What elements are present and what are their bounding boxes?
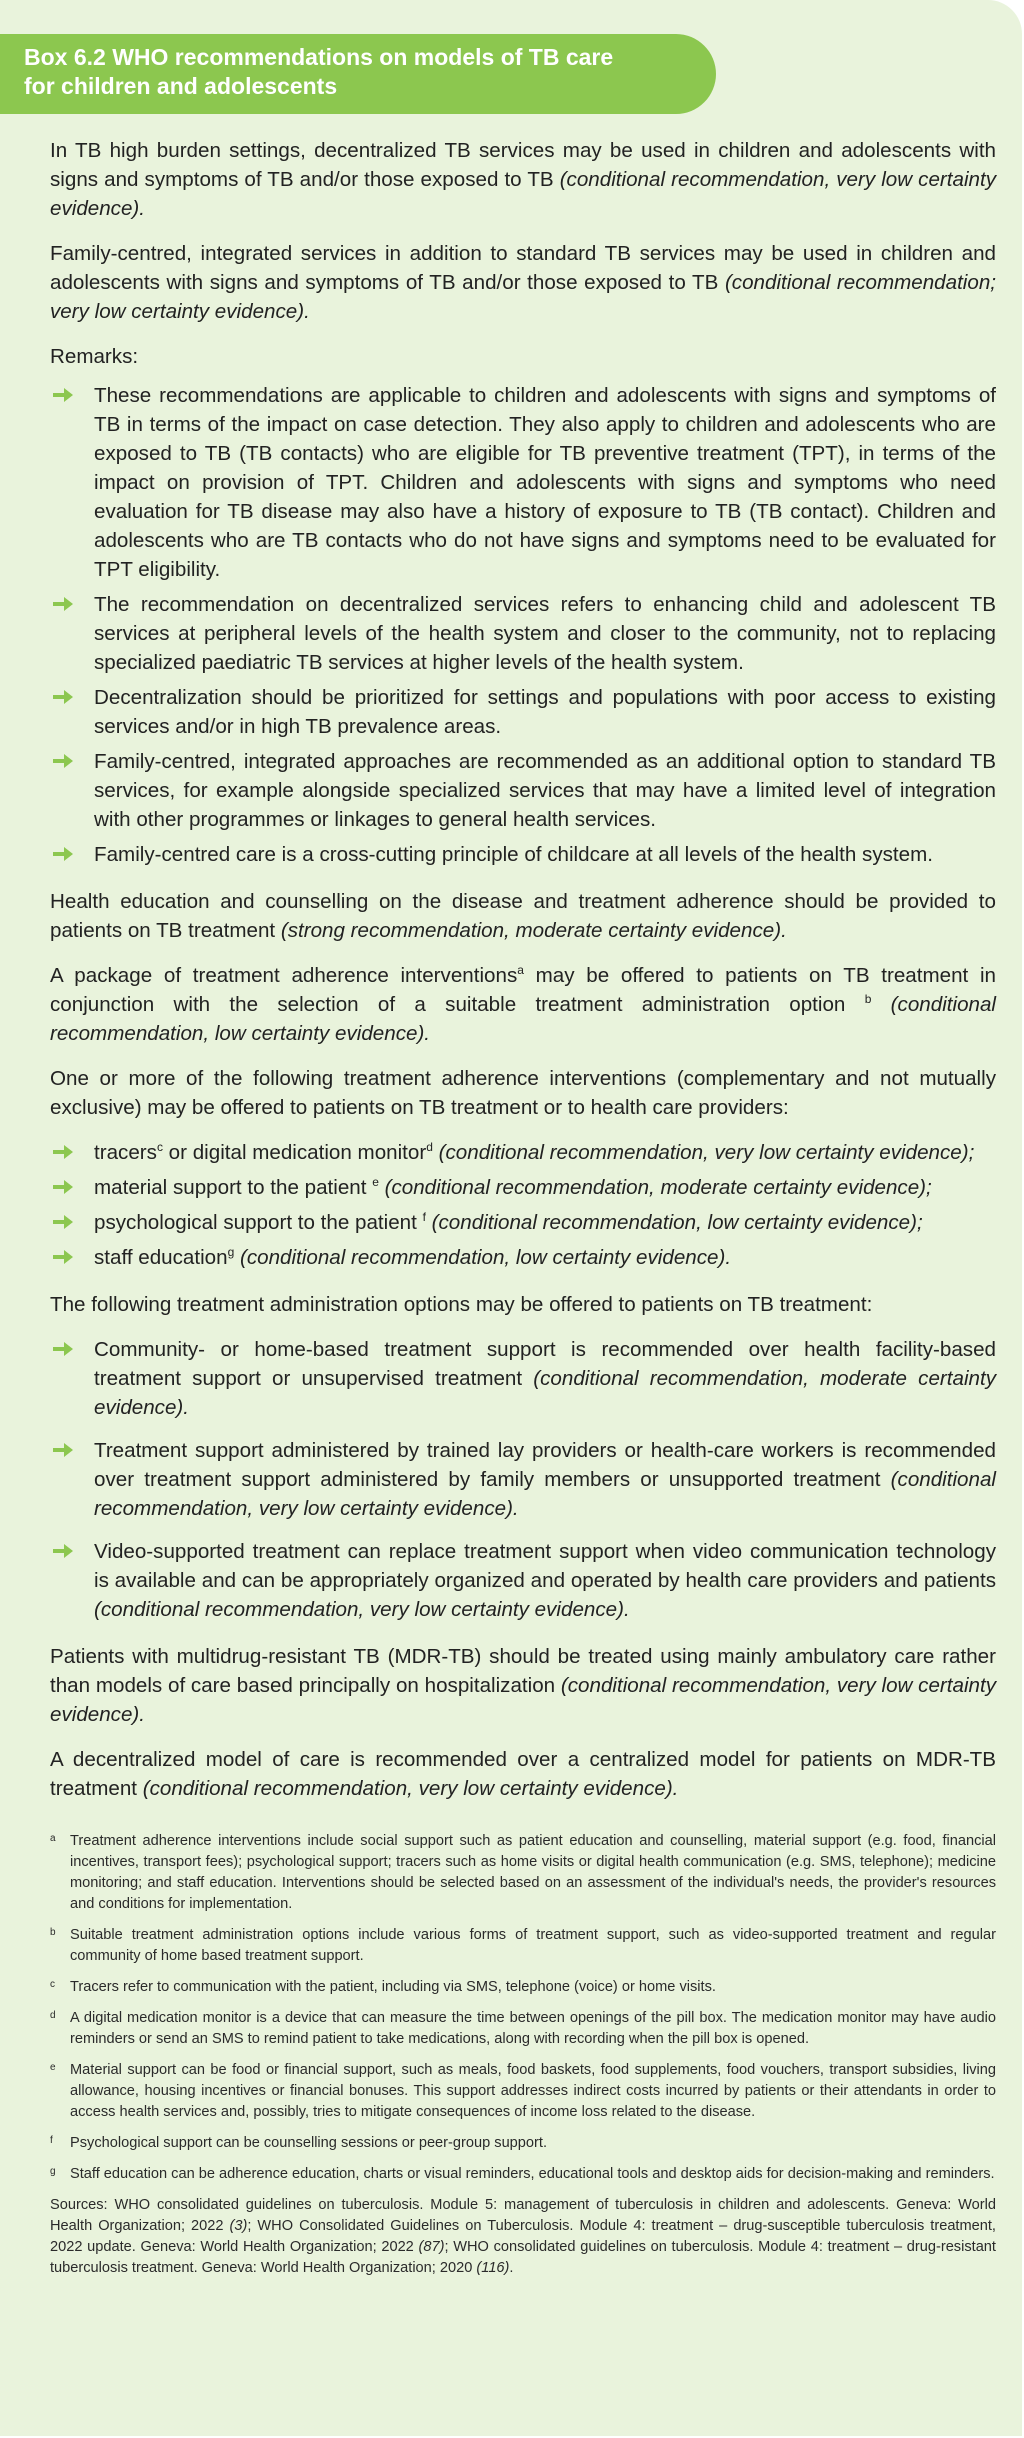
footnote-ref: b: [864, 992, 872, 1007]
evidence-qualifier: (conditional recommendation, very low certainty evidence).: [50, 1674, 996, 1726]
footnote: c Tracers refer to communication with the patient, including via SMS, telephone (voice) or home visits.: [50, 1977, 996, 1998]
remarks-list: [50, 381, 996, 869]
arrow-right-icon: [52, 1440, 74, 1460]
reference-number: (87): [418, 2239, 445, 2255]
list-item: Family-centred care is a cross-cutting principle of childcare at all levels of the health system.: [50, 840, 996, 869]
recommendation-family-centred: Family-centred, integrated services in addition to standard TB services may be used in children and adolescents with signs and symptoms of TB and/or those exposed to TB (conditional recommendation; very low certainty evidence).: [50, 242, 996, 323]
box-title: [0, 34, 716, 114]
list-item: Treatment support administered by trained lay providers or health-care workers is recommended over treatment support administered by family members or unsupported treatment (conditional recommendation, very low certainty evidence).: [50, 1436, 996, 1523]
reference-number: (116): [476, 2260, 510, 2276]
arrow-right-icon: [52, 1541, 74, 1561]
evidence-qualifier: (conditional recommendation, very low certainty evidence);: [432, 1141, 975, 1164]
list-item: The recommendation on decentralized services refers to enhancing child and adolescent TB services at peripheral levels of the health system and closer to the community, not to replacing specialized paediatric TB services at higher levels of the health system.: [50, 590, 996, 677]
list-item: These recommendations are applicable to children and adolescents with signs and symptoms of TB in terms of the impact on case detection. They also apply to children and adolescents who are exposed to TB (TB contacts) who are eligible for TB preventive treatment (TPT), in terms of the impact on provision of TPT. Children and adolescents with signs and symptoms who need evaluation for TB disease may also have a history of exposure to TB (TB contact). Children and adolescents who are TB contacts who do not have signs and symptoms need to be evaluated for TPT eligibility.: [50, 381, 996, 584]
evidence-qualifier: (conditional recommendation, low certainty evidence).: [234, 1246, 732, 1269]
evidence-qualifier: (conditional recommendation, low certainty evidence).: [50, 993, 997, 1045]
footnote-ref: e: [372, 1175, 379, 1190]
footnote-ref: d: [426, 1140, 433, 1155]
footnote-ref: g: [227, 1245, 235, 1260]
arrow-right-icon: [52, 751, 74, 771]
evidence-qualifier: (conditional recommendation, very low certainty evidence).: [50, 168, 996, 220]
footnote-mark: f: [50, 2135, 53, 2146]
box-title-line-1: Box 6.2 WHO recommendations on models of TB care: [24, 44, 614, 70]
arrow-right-icon: [52, 687, 74, 707]
arrow-right-icon: [52, 844, 74, 864]
footnote-mark: b: [50, 1927, 56, 1938]
arrow-right-icon: [52, 1247, 74, 1267]
list-item: tracers$^c$ or digital medication monitor$^d$ (conditional recommendation, very low certainty evidence);: [50, 1138, 996, 1167]
evidence-qualifier: (conditional recommendation, very low certainty evidence).: [94, 1598, 630, 1621]
adherence-interventions-list: [50, 1138, 996, 1272]
recommendation-adherence-package: A package of treatment adherence interventions$^a$ may be offered to patients on TB treatment in conjunction with the selection of a suitable treatment administration option $^b$ (conditional recommendation, low certainty evidence).: [50, 963, 997, 1045]
evidence-qualifier: (conditional recommendation, moderate certainty evidence);: [378, 1176, 932, 1199]
arrow-right-icon: [52, 1177, 74, 1197]
evidence-qualifier: (conditional recommendation, very low certainty evidence).: [142, 1777, 679, 1800]
admin-options-list: [50, 1335, 996, 1624]
list-item: material support to the patient $^e$ (conditional recommendation, moderate certainty evidence);: [50, 1173, 996, 1202]
evidence-qualifier: (conditional recommendation, very low certainty evidence).: [94, 1468, 996, 1520]
footnote: f Psychological support can be counselling sessions or peer-group support.: [50, 2133, 996, 2154]
list-item: Video-supported treatment can replace treatment support when video communication technology is available and can be appropriately organized and operated by health care providers and patients (conditional recommendation, very low certainty evidence).: [50, 1537, 996, 1624]
adherence-intro: One or more of the following treatment adherence interventions (complementary and not mutually exclusive) may be offered to patients on TB treatment or to health care providers:: [50, 1067, 996, 1119]
footnotes: [50, 1831, 996, 2279]
evidence-qualifier: (conditional recommendation; very low certainty evidence).: [50, 271, 996, 323]
arrow-right-icon: [52, 1212, 74, 1232]
recommendation-health-education: Health education and counselling on the disease and treatment adherence should be provided to patients on TB treatment (strong recommendation, moderate certainty evidence).: [50, 890, 996, 942]
arrow-right-icon: [52, 385, 74, 405]
footnote: g Staff education can be adherence education, charts or visual reminders, educational tools and desktop aids for decision-making and reminders.: [50, 2164, 996, 2185]
footnote-mark: e: [50, 2062, 56, 2073]
remarks-label: Remarks:: [50, 345, 139, 368]
arrow-right-icon: [52, 594, 74, 614]
footnote: b Suitable treatment administration options include various forms of treatment support, such as video-supported treatment and regular community of home based treatment support.: [50, 1925, 996, 1967]
list-item: Community- or home-based treatment support is recommended over health facility-based treatment support or unsupervised treatment (conditional recommendation, moderate certainty evidence).: [50, 1335, 996, 1422]
list-item: Family-centred, integrated approaches are recommended as an additional option to standard TB services, for example alongside specialized services that may have a limited level of integration with other programmes or linkages to general health services.: [50, 747, 996, 834]
list-item: Decentralization should be prioritized for settings and populations with poor access to existing services and/or in high TB prevalence areas.: [50, 683, 996, 741]
arrow-right-icon: [52, 1339, 74, 1359]
admin-options-intro: The following treatment administration options may be offered to patients on TB treatment:: [50, 1293, 873, 1316]
list-item: psychological support to the patient $^f$ (conditional recommendation, low certainty evidence);: [50, 1208, 996, 1237]
footnote: a Treatment adherence interventions include social support such as patient education and counselling, material support (e.g. food, financial incentives, transport fees); psychological support; tracers such as home visits or digital health communication (e.g. SMS, telephone); medicine monitoring; and staff education. Interventions should be selected based on an assessment of the individual's needs, the provider's resources and conditions for implementation.: [50, 1831, 996, 1915]
recommendation-decentralized: In TB high burden settings, decentralized TB services may be used in children and adolescents with signs and symptoms of TB and/or those exposed to TB (conditional recommendation, very low certainty evidence).: [50, 139, 996, 220]
evidence-qualifier: (strong recommendation, moderate certainty evidence).: [280, 919, 787, 942]
reference-number: (3): [229, 2218, 248, 2234]
footnote-mark: g: [50, 2166, 56, 2177]
footnote-ref: f: [422, 1210, 426, 1225]
recommendation-mdr-tb-ambulatory: Patients with multidrug-resistant TB (MDR-TB) should be treated using mainly ambulatory care rather than models of care based principally on hospitalization (conditional recommendation, very low certainty evidence).: [50, 1645, 996, 1726]
footnote-ref: a: [517, 963, 524, 978]
list-item: staff education$^g$ (conditional recommendation, low certainty evidence).: [50, 1243, 996, 1272]
evidence-qualifier: (conditional recommendation, low certainty evidence);: [425, 1211, 923, 1234]
footnote-ref: c: [156, 1140, 163, 1155]
footnote: d A digital medication monitor is a device that can measure the time between openings of the pill box. The medication monitor may have audio reminders or send an SMS to remind patient to take medications, along with recording when the pill box is opened.: [50, 2008, 996, 2050]
box-content: [50, 136, 996, 2279]
footnote-mark: a: [50, 1833, 56, 1844]
arrow-right-icon: [52, 1142, 74, 1162]
evidence-qualifier: (conditional recommendation, moderate certainty evidence).: [94, 1367, 996, 1419]
footnote: e Material support can be food or financial support, such as meals, food baskets, food supplements, food vouchers, transport subsidies, living allowance, housing incentives or financial bonuses. This support addresses indirect costs incurred by patients or their attendants in order to access health services and, possibly, tries to mitigate consequences of income loss related to the disease.: [50, 2060, 996, 2123]
footnote-mark: c: [50, 1979, 55, 1990]
footnote-mark: d: [50, 2010, 56, 2021]
sources: Sources: WHO consolidated guidelines on tuberculosis. Module 5: management of tuberculosis in children and adolescents. Geneva: World Health Organization; 2022 (3); WHO Consolidated Guidelines on Tuberculosis. Module 4: treatment – drug-susceptible tuberculosis treatment, 2022 update. Geneva: World Health Organization; 2022 (87); WHO consolidated guidelines on tuberculosis. Module 4: treatment – drug-resistant tuberculosis treatment. Geneva: World Health Organization; 2020 (116).: [50, 2197, 996, 2276]
box-title-line-2: for children and adolescents: [24, 73, 338, 99]
recommendation-mdr-tb-decentralized: A decentralized model of care is recommended over a centralized model for patients on MDR-TB treatment (conditional recommendation, very low certainty evidence).: [50, 1748, 996, 1800]
